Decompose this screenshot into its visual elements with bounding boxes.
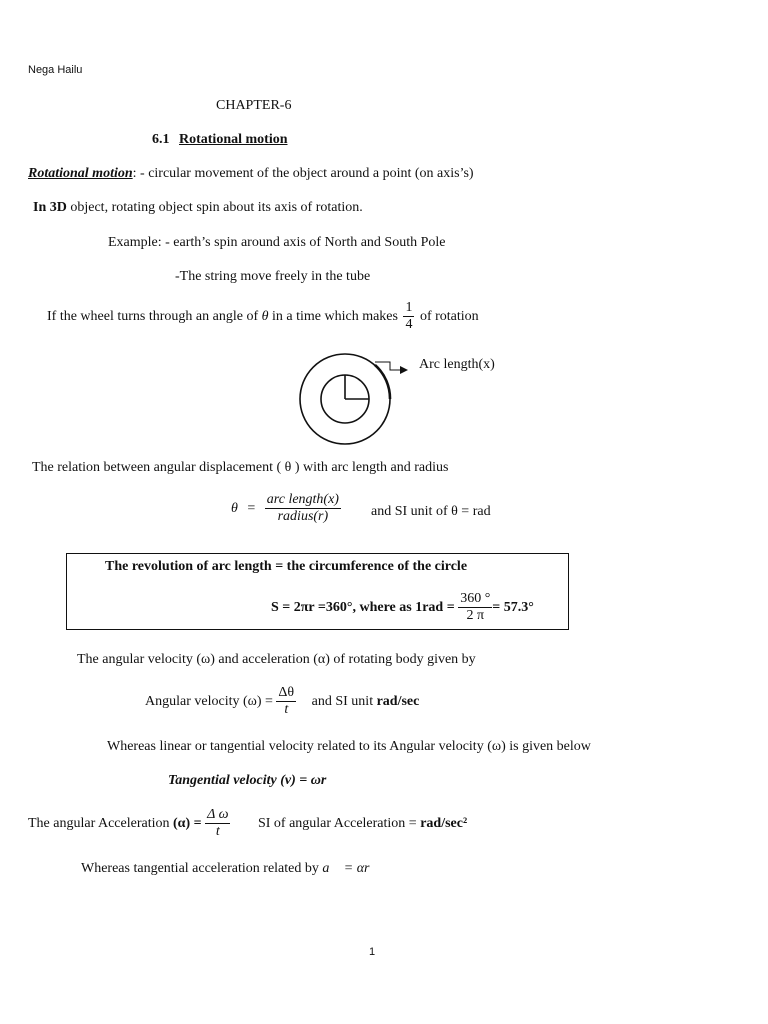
angular-acceleration-num: Δ ω (207, 807, 229, 822)
theta-formula (231, 492, 341, 525)
section-number: 6.1 (152, 132, 170, 147)
wheel-text-after: of rotation (416, 308, 479, 324)
box-formula-left: S = 2πr =360°, where as 1rad = (271, 599, 455, 615)
arc-segment (375, 365, 390, 399)
box-title: The revolution of arc length = the circumference of the circle (105, 559, 468, 574)
quarter-fraction (403, 300, 414, 333)
radian-fraction-num: 360 ° (460, 591, 491, 606)
line-3d (33, 200, 363, 216)
example-line-1: Example: - earth’s spin around axis of North and South Pole (108, 235, 446, 250)
angular-acceleration-si-unit: rad/sec² (420, 815, 468, 831)
wheel-text-before: If the wheel turns through an angle of (47, 308, 262, 324)
line-3d-text: object, rotating object spin about its axis of rotation. (66, 200, 363, 215)
page-number: 1 (369, 946, 376, 958)
angular-acceleration-den: t (205, 823, 230, 840)
relation-text: The relation between angular displacement ( θ ) with arc length and radius (32, 460, 449, 475)
arc-length-label: Arc length(x) (419, 357, 495, 372)
theta-fraction-den: radius(r) (265, 508, 341, 525)
theta-si-unit: and SI unit of θ = rad (371, 504, 491, 519)
angular-acceleration-label: The angular Acceleration (28, 815, 173, 831)
box-formula-right: = 57.3° (492, 599, 534, 615)
angular-velocity-formula (145, 685, 419, 718)
line-3d-bold: In 3D (33, 200, 67, 215)
angular-velocity-si-unit: rad/sec (376, 693, 420, 709)
tangential-acceleration-line (81, 861, 370, 877)
wheel-theta: θ (261, 308, 269, 324)
wheel-sentence (47, 300, 479, 333)
arrow-head-icon (400, 366, 408, 374)
theta-eq: = (247, 500, 256, 516)
angular-velocity-label: Angular velocity (ω) = (145, 693, 273, 709)
tangential-intro: Whereas linear or tangential velocity related to its Angular velocity (ω) is given below (107, 739, 591, 754)
angular-acceleration-fraction (205, 807, 230, 840)
box-formula (271, 591, 534, 624)
angular-velocity-den: t (276, 701, 296, 718)
tangential-acceleration-formula: a⃗ = αr (322, 861, 370, 876)
tangential-formula: Tangential velocity (v) = ωr (168, 773, 327, 788)
theta-fraction-num: arc length(x) (266, 492, 339, 507)
definition-term: Rotational motion (28, 166, 133, 181)
radian-fraction-den: 2 π (458, 607, 492, 624)
angular-acceleration-formula (28, 807, 467, 840)
quarter-fraction-num: 1 (405, 300, 413, 315)
angular-velocity-si-text: and SI unit (311, 693, 377, 709)
example-line-2: -The string move freely in the tube (175, 269, 371, 284)
definition-line (28, 166, 474, 182)
definition-colon: : (132, 166, 137, 181)
quarter-fraction-den: 4 (405, 317, 413, 333)
radian-fraction (458, 591, 492, 624)
definition-text: - circular movement of the object around a point (on axis’s) (136, 166, 474, 181)
tangential-acceleration-text: Whereas tangential acceleration related by (81, 861, 323, 876)
wheel-text-mid: in a time which makes (268, 308, 402, 324)
wheel-diagram (290, 350, 420, 445)
angular-acceleration-label-bold: (α) = (172, 815, 202, 831)
angular-velocity-fraction (276, 685, 296, 718)
angular-acceleration-si-text: SI of angular Acceleration = (257, 815, 421, 831)
angular-intro: The angular velocity (ω) and acceleration (α) of rotating body given by (77, 652, 476, 667)
author-name: Nega Hailu (28, 64, 83, 76)
angular-velocity-num: Δθ (278, 685, 295, 700)
theta-fraction (265, 492, 341, 525)
section-title: Rotational motion (179, 132, 288, 147)
theta-lhs: θ (231, 500, 238, 516)
section-heading (152, 132, 288, 148)
chapter-title: CHAPTER-6 (216, 98, 292, 113)
